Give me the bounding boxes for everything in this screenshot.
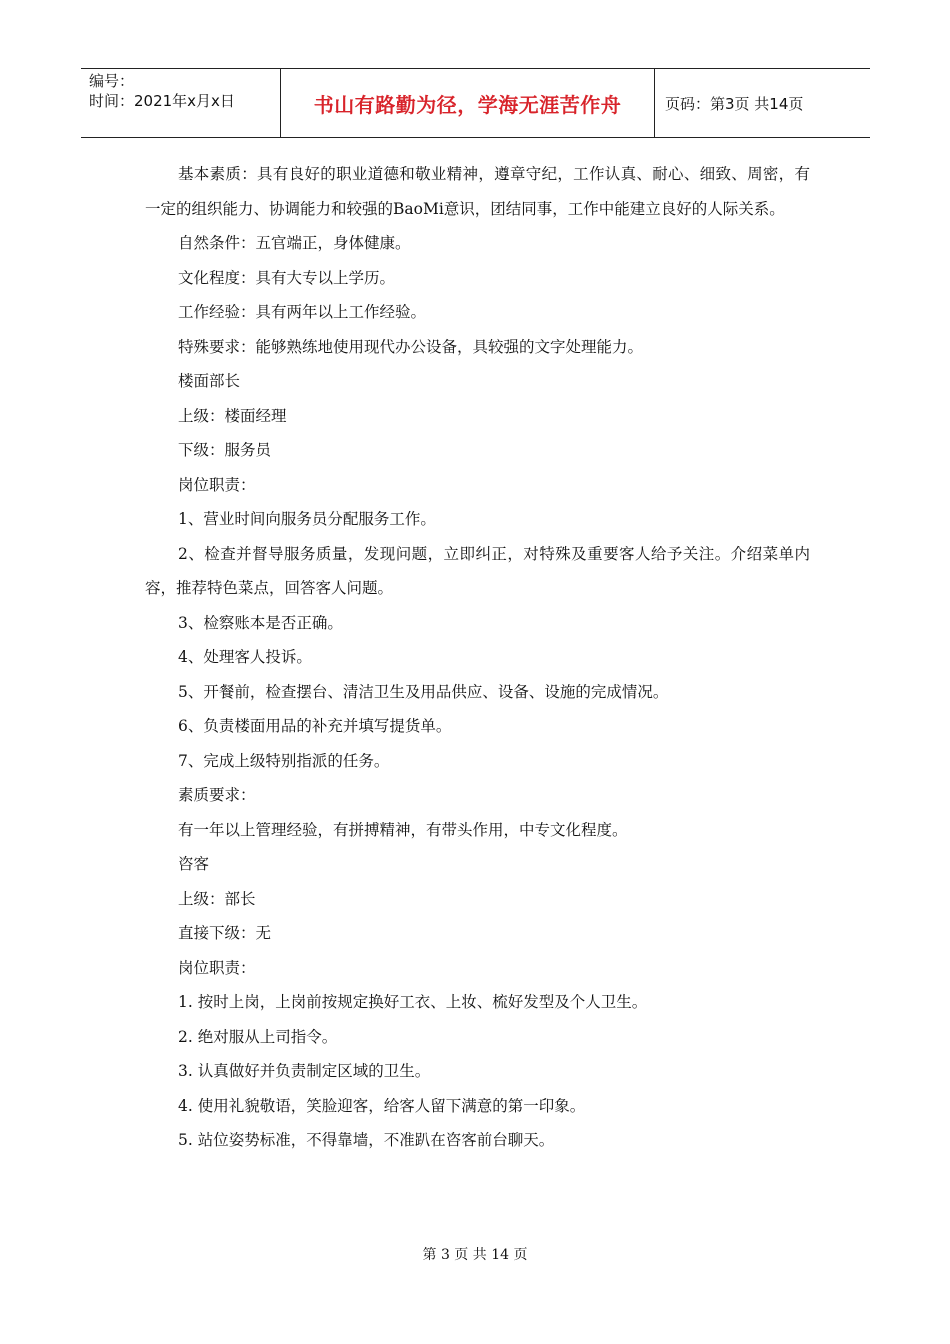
paragraph: 文化程度：具有大专以上学历。 xyxy=(178,268,396,287)
page-header xyxy=(81,68,870,138)
paragraph: 岗位职责： xyxy=(178,958,256,977)
list-item: 3. 认真做好并负责制定区域的卫生。 xyxy=(178,1062,431,1080)
header-page-number: 页码：第3页 共14页 xyxy=(665,94,804,113)
header-info-cell xyxy=(81,69,281,137)
document-number-label: 编号： xyxy=(89,72,135,90)
paragraph: 工作经验：具有两年以上工作经验。 xyxy=(178,303,427,321)
list-item: 4、处理客人投诉。 xyxy=(178,648,312,666)
document-body xyxy=(145,157,810,1158)
paragraph: 上级：楼面经理 xyxy=(178,406,287,425)
section-heading: 咨客 xyxy=(178,855,210,873)
list-item: 1、营业时间向服务员分配服务工作。 xyxy=(178,510,436,528)
paragraph: 上级：部长 xyxy=(178,889,256,908)
list-item: 5. 站位姿势标准，不得靠墙，不准趴在咨客前台聊天。 xyxy=(178,1131,555,1149)
paragraph: 岗位职责： xyxy=(178,475,256,494)
list-item: 3、检察账本是否正确。 xyxy=(178,613,343,632)
paragraph: 自然条件：五官端正，身体健康。 xyxy=(178,234,411,252)
list-item: 1. 按时上岗，上岗前按规定换好工衣、上妆、梳好发型及个人卫生。 xyxy=(178,993,648,1011)
paragraph: 下级：服务员 xyxy=(178,441,272,459)
list-item: 2. 绝对服从上司指令。 xyxy=(178,1027,338,1046)
page-footer: 第 3 页 共 14 页 xyxy=(422,1247,528,1263)
list-item: 2、检查并督导服务质量，发现问题，立即纠正，对特殊及重要客人给予关注。介绍菜单内容，推荐特色菜点，回答客人问题。 xyxy=(145,544,810,597)
section-heading: 楼面部长 xyxy=(178,372,241,390)
paragraph: 基本素质：具有良好的职业道德和敬业精神，遵章守纪，工作认真、耐心、细致、周密，有一定的组织能力、协调能力和较强的BaoMi意识，团结同事，工作中能建立良好的人际关系。 xyxy=(145,165,810,218)
header-motto: 书山有路勤为径，学海无涯苦作舟 xyxy=(281,69,655,137)
list-item: 4. 使用礼貌敬语，笑脸迎客，给客人留下满意的第一印象。 xyxy=(178,1096,586,1115)
paragraph: 素质要求： xyxy=(178,786,256,804)
list-item: 5、开餐前，检查摆台、清洁卫生及用品供应、设备、设施的完成情况。 xyxy=(178,682,669,701)
document-date-label: 时间：2021年x月x日 xyxy=(89,92,235,110)
list-item: 6、负责楼面用品的补充并填写提货单。 xyxy=(178,717,452,735)
paragraph: 直接下级：无 xyxy=(178,924,272,942)
list-item: 7、完成上级特别指派的任务。 xyxy=(178,751,390,770)
paragraph: 特殊要求：能够熟练地使用现代办公设备，具较强的文字处理能力。 xyxy=(178,337,644,356)
paragraph: 有一年以上管理经验，有拼搏精神，有带头作用，中专文化程度。 xyxy=(178,820,628,839)
